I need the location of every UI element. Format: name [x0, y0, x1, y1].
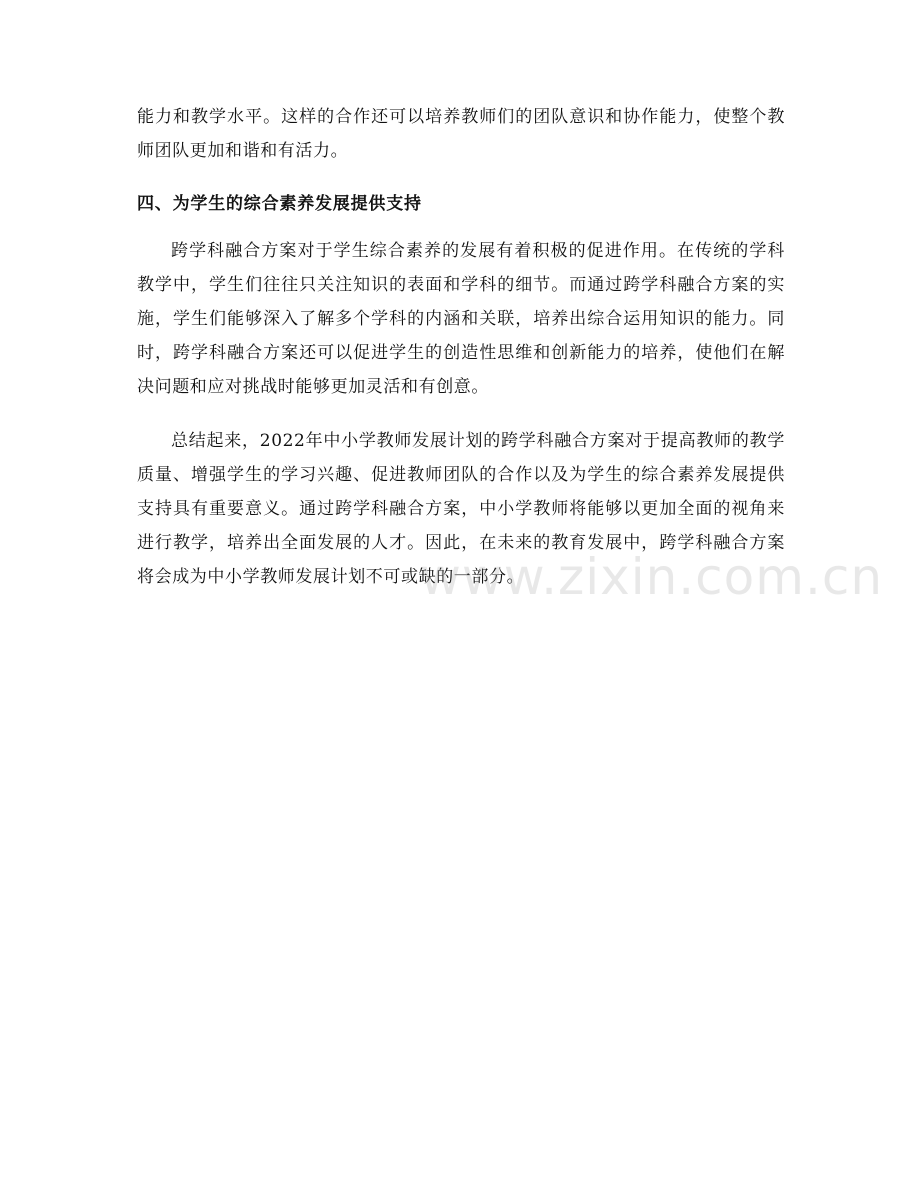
section-heading: 四、为学生的综合素养发展提供支持: [137, 194, 422, 214]
watermark: www.zixin.com.cn: [420, 548, 884, 606]
paragraph-summary: 总结起来，2022年中小学教师发展计划的跨学科融合方案对于提高教师的教学质量、增强学生的学习兴趣、促进教师团队的合作以及为学生的综合素养发展提供支持具有重要意义。通过跨学科融合方案，中小学教师将能够以更加全面的视角来进行教学，培养出全面发展的人才。因此，在未来的教育发展中，跨学科融合方案将会成为中小学教师发展计划不可或缺的一部分。: [137, 431, 785, 587]
paragraph-section-four: 跨学科融合方案对于学生综合素养的发展有着积极的促进作用。在传统的学科教学中，学生们往往只关注知识的表面和学科的细节。而通过跨学科融合方案的实施，学生们能够深入了解多个学科的内涵和关联，培养出综合运用知识的能力。同时，跨学科融合方案还可以促进学生的创造性思维和创新能力的培养，使他们在解决问题和应对挑战时能够更加灵活和有创意。: [137, 241, 785, 397]
document-body: [137, 100, 785, 594]
paragraph-continued: 能力和教学水平。这样的合作还可以培养教师们的团队意识和协作能力，使整个教师团队更加和谐和有活力。: [137, 107, 785, 161]
